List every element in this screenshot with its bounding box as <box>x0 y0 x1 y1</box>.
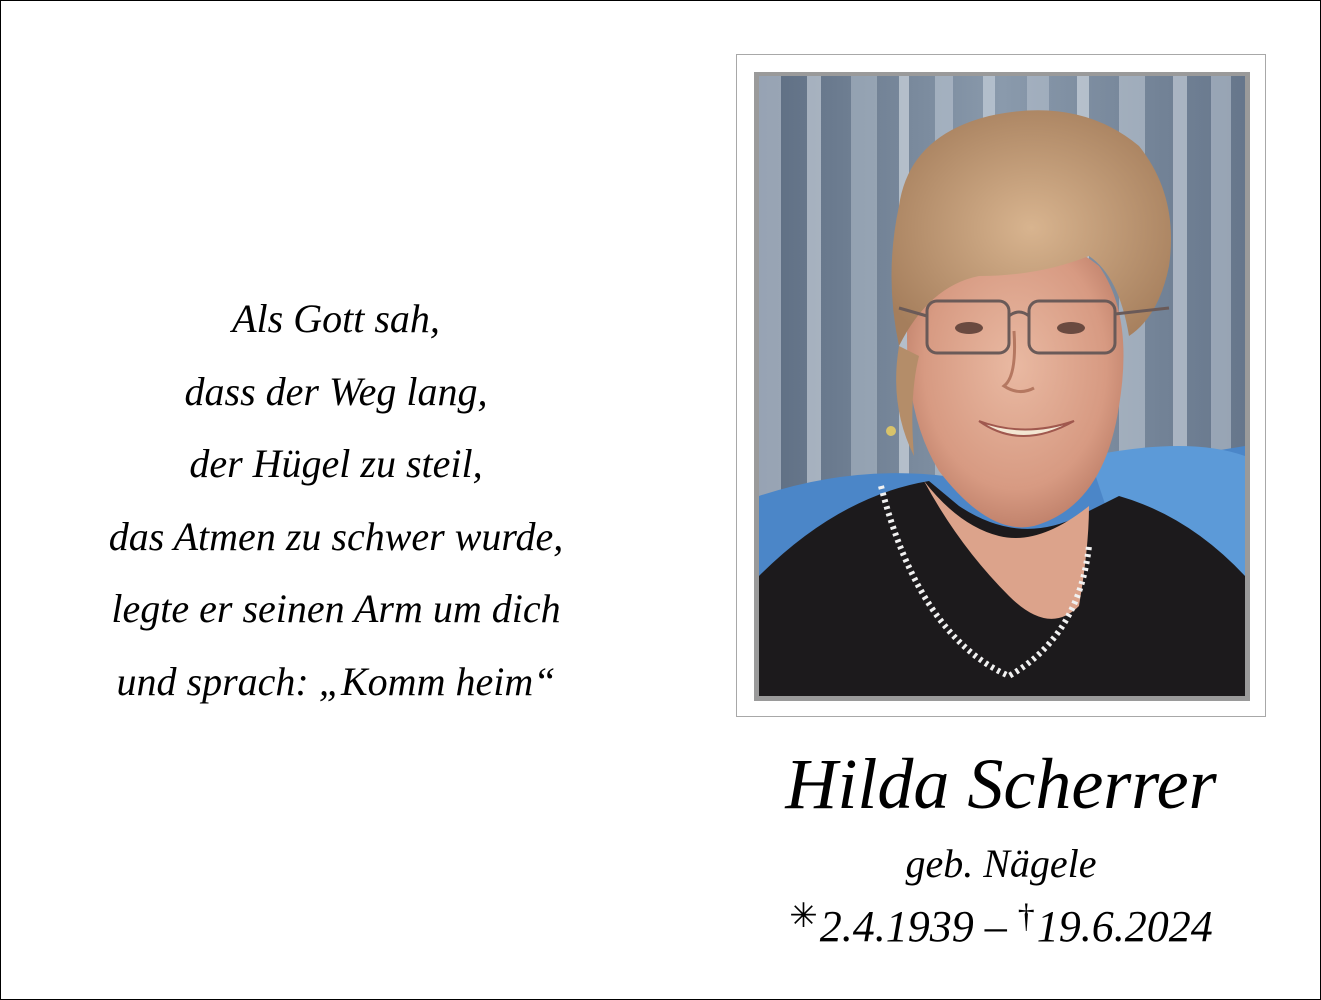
portrait-photo <box>759 76 1245 696</box>
poem-line: der Hügel zu steil, <box>189 441 483 486</box>
death-cross-icon: † <box>1017 898 1035 935</box>
poem-line: das Atmen zu schwer wurde, <box>108 513 564 559</box>
photo-mat <box>754 72 1250 701</box>
maiden-name: geb. Nägele <box>905 841 1097 886</box>
poem-line: legte er seinen Arm um dich <box>111 586 561 631</box>
date-separator: – <box>973 902 1018 951</box>
life-dates <box>736 897 1266 961</box>
deceased-name: Hilda Scherrer <box>785 744 1217 824</box>
photo-frame <box>736 54 1266 717</box>
birth-star-icon: ✳ <box>789 898 818 935</box>
memorial-poem <box>31 283 641 718</box>
death-date: 19.6.2024 <box>1036 902 1213 951</box>
birth-date: 2.4.1939 <box>819 902 974 951</box>
poem-line: und sprach: „Komm heim“ <box>116 658 556 704</box>
poem-line: dass der Weg lang, <box>184 368 488 414</box>
poem-line: Als Gott sah, <box>232 296 440 341</box>
